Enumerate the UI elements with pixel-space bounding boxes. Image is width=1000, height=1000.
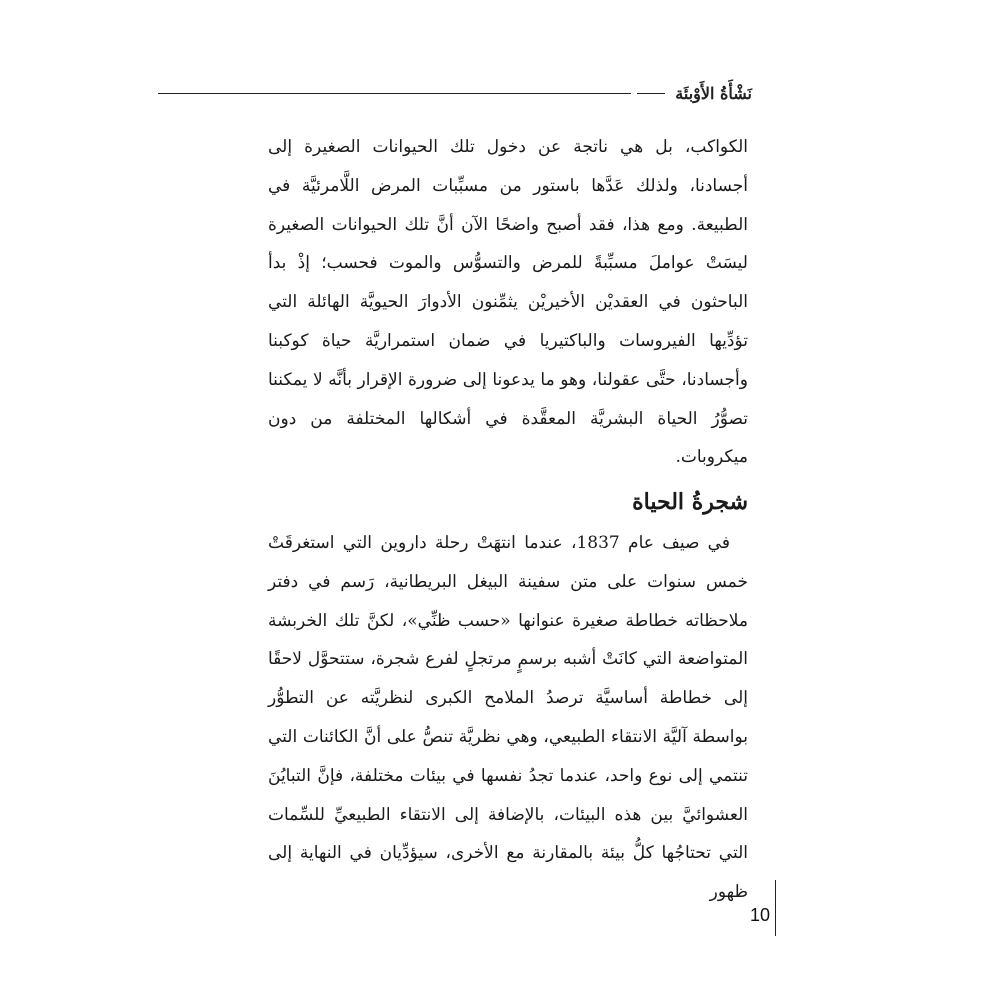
section-heading: شجرةُ الحياة [632,489,748,515]
paragraph: في صيف عام 1837، عندما انتهَتْ رحلة داروين التي استغرقَتْ خمس سنوات على متن سفينة البيغل البريطانية، رَسم في دفتر ملاحظاته خطاطة صغيرة عنوانها «حسب ظنِّي»، لكنَّ تلك الخربشة المتواضعة التي كانَتْ أشبه برسمٍ مرتجلٍ لفرع شجرة، ستتحوَّل لاحقًا إلى خطاطة أساسيَّة ترصدُ الملامح الكبرى لنظريَّته عن التطوُّر بواسطة آليَّة الانتقاء الطبيعي، وهي نظريَّة تنصُّ على أنَّ الكائنات التي تنتمي إلى نوع واحد، عندما تجدُ نفسها في بيئات مختلفة، فإنَّ التبايُنَ العشوائيَّ بين هذه البيئات، بالإضافة إلى الانتقاء الطبيعيِّ للسِّمات التي تحتاجُها كلُّ بيئة بالمقارنة مع الأخرى، سيؤدِّيان في النهاية إلى ظهور [268,533,748,903]
body-text-block-1 [268,128,748,477]
header-rule-short [637,93,665,94]
running-title: نَشْأَةُ الأَوْبئَة [675,83,752,103]
body-text-block-2 [268,524,748,912]
paragraph: الكواكب، بل هي ناتجة عن دخول تلك الحيوانات الصغيرة إلى أجسادنا، ولذلك عَدَّها باستور من مسبِّبات المرض اللَّامرئيَّة في الطبيعة. ومع هذا، فقد أصبح واضحًا الآن أنَّ تلك الحيوانات الصغيرة ليسَتْ عواملَ مسبِّبةً للمرض والتسوُّس والموت فحسب؛ إذْ بدأ الباحثون في العقديْن الأخيريْن يثمِّنون الأدوارَ الحيويَّة الهائلة التي تؤدِّيها الفيروسات والباكتيريا في ضمان استمراريَّة حياة كوكبنا وأجسادنا، حتَّى عقولنا، وهو ما يدعونا إلى ضرورة الإقرار بأنَّه لا يمكننا تصوُّرُ الحياة البشريَّة المعقَّدة في أشكالها المختلفة من دون ميكروبات. [268,137,748,468]
header-rule [158,93,631,94]
page-number: 10 [749,905,770,925]
running-header [158,78,752,108]
page-number-rule [775,880,776,936]
